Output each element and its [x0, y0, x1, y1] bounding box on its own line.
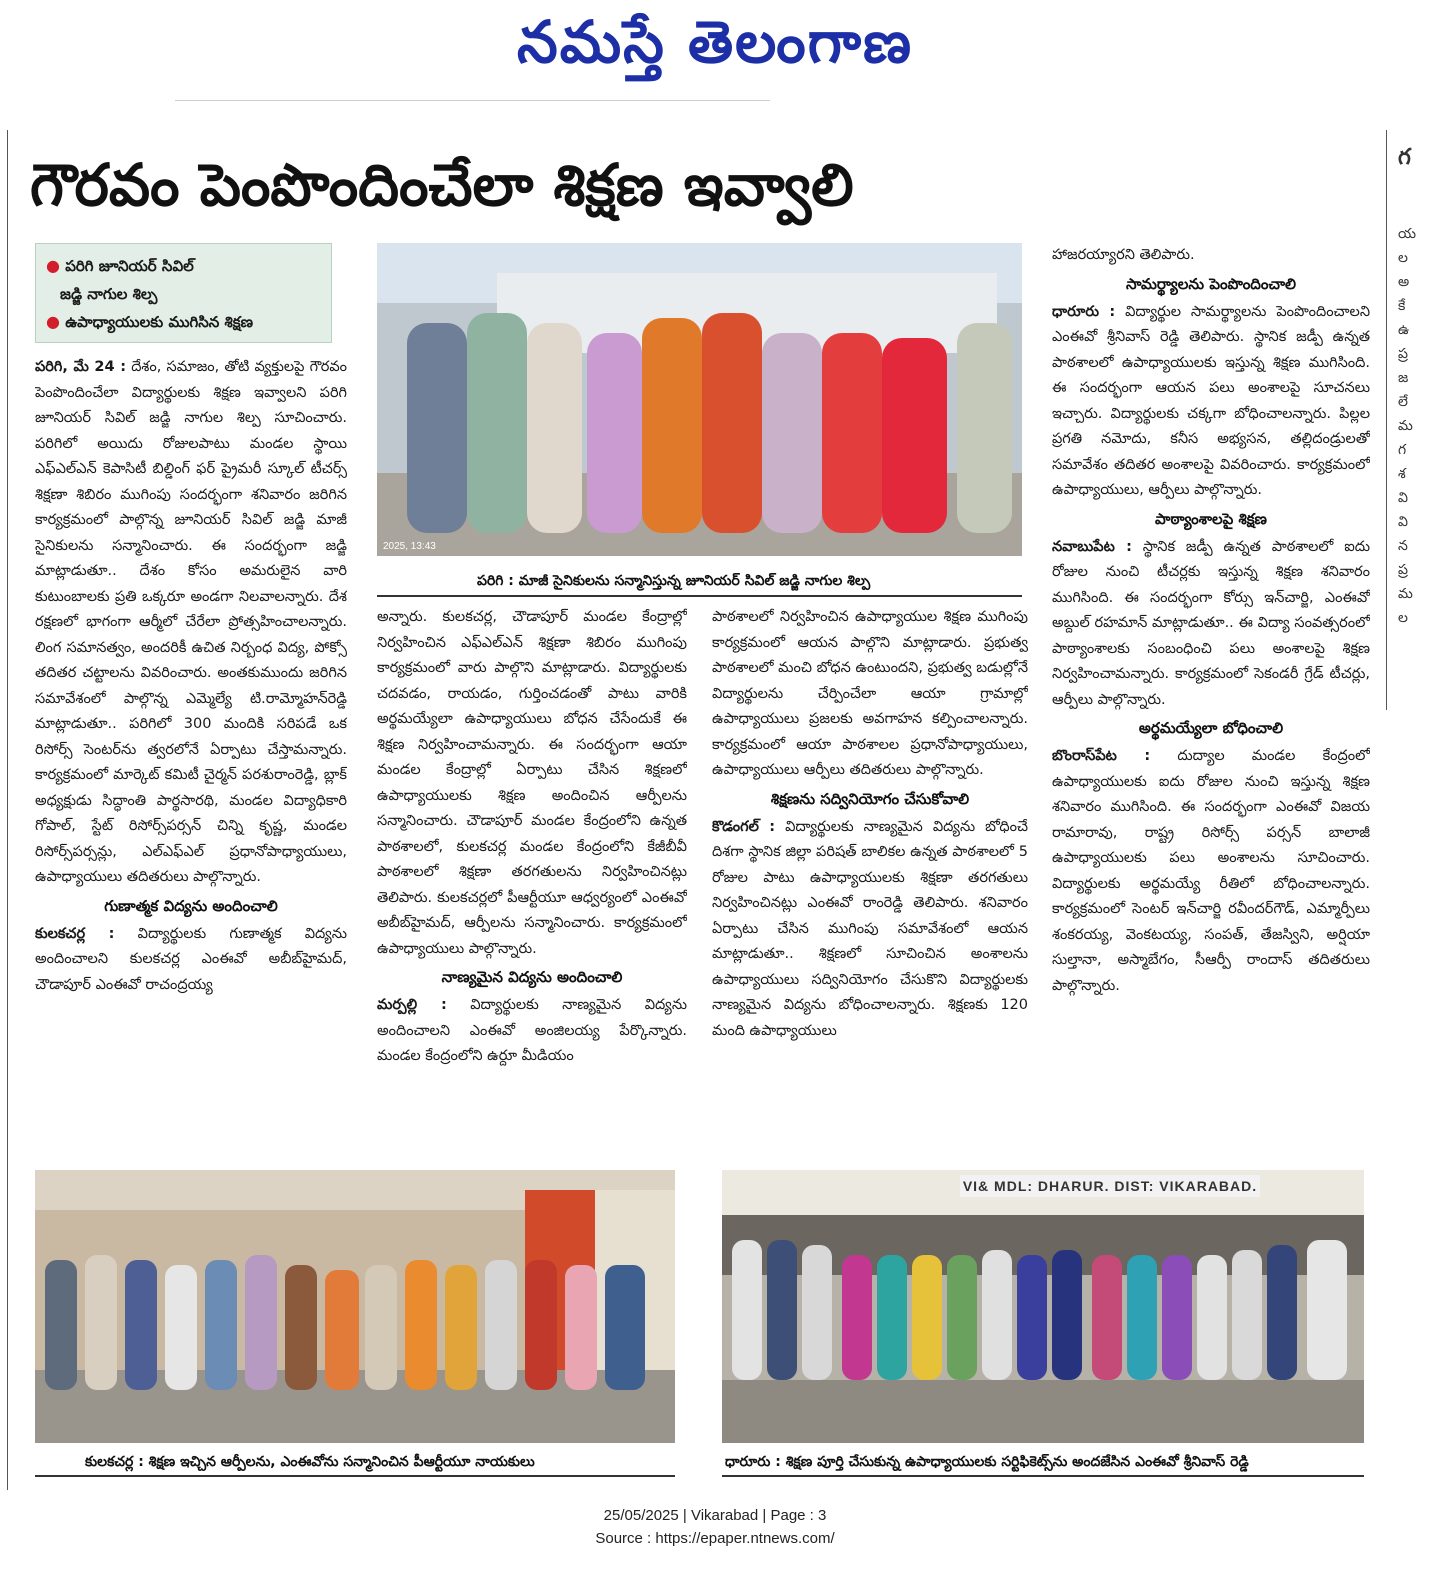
- paragraph: [712, 815, 1028, 1045]
- adjacent-line: జ: [1398, 370, 1409, 386]
- footer-date-edition: 25/05/2025 | Vikarabad | Page : 3: [603, 1507, 827, 1524]
- dateline: ధారూరు :: [1052, 303, 1116, 320]
- masthead-logo: నమస్తే తెలంగాణ: [517, 8, 913, 76]
- photo-dharur-certificates: [722, 1170, 1364, 1443]
- adjacent-line: వి: [1398, 490, 1408, 506]
- body-text: విద్యార్థులకు నాణ్యమైన విద్యను బోధించే దిశగా స్థానిక జిల్లా పరిషత్ బాలికల ఉన్నత పాఠశాలలో 5 రోజుల పాటు ఉపాధ్యాయులకు శిక్షణా తరగతులు నిర్వహించినట్లు ఎంఈవో రాంరెడ్డి తెలిపారు. శనివారం ఏర్పాటు చేసిన ముగింపు సమావేశంలో ఆయన మాట్లాడుతూ.. శిక్షణలో సూచించిన అంశాలను ఉపాధ్యాయులు సద్వినియోగం చేసుకొని విద్యార్థులకు నాణ్యమైన విద్యను బోధించాలన్నారు. శిక్షణకు 120 మంది ఉపాధ్యాయులు: [712, 818, 1028, 1039]
- adjacent-line: ప్ర: [1398, 346, 1408, 362]
- adjacent-line: య: [1398, 226, 1417, 242]
- body-text: దుద్యాల మండల కేంద్రంలో ఉపాధ్యాయులకు ఐదు రోజుల నుంచి ఇస్తున్న శిక్షణ శనివారం ముగిసింది. ఈ సందర్భంగా ఎంఈవో విజయ రామారావు, రాష్ట్ర రిసోర్స్ పర్సన్ బాలాజీ ఉపాధ్యాయులకు పలు అంశాలను సూచించారు. విద్యార్థులకు అర్థమయ్యే రీతిలో బోధించాలన్నారు. కార్యక్రమంలో సెంటర్ ఇన్‌చార్జి రవీందర్‌గౌడ్, ఎమ్మార్పీలు శంకరయ్య, వెంకటయ్య, సంపత్, తేజస్విని, అర్షియా సుల్తానా, అస్మాబేగం, సీఆర్పీ రాందాస్ తదితరులు పాల్గొన్నారు.: [1052, 748, 1370, 994]
- footer-source: Source : https://epaper.ntnews.com/: [595, 1530, 835, 1547]
- subheading: నాణ్యమైన విద్యను అందించాలి: [441, 968, 623, 986]
- paragraph: [35, 922, 347, 999]
- adjacent-line: శ: [1398, 466, 1406, 482]
- paragraph: [377, 993, 687, 1070]
- subheading: పాఠ్యాంశాలపై శిక్షణ: [1155, 509, 1267, 528]
- subheading: గుణాత్మక విద్యను అందించాలి: [104, 896, 278, 915]
- dateline: నవాబుపేట :: [1052, 538, 1132, 555]
- photo-illustration: [722, 1170, 1364, 1443]
- caption-rule: [722, 1475, 1364, 1477]
- photo-caption-bottom-left: కులకచర్ల : శిక్షణ ఇచ్చిన ఆర్పీలను, ఎంఈవోను సన్మానించిన పీఆర్టీయూ నాయకులు: [85, 1454, 535, 1470]
- photo-illustration: [377, 243, 1022, 556]
- dateline: మర్పల్లి :: [377, 997, 447, 1013]
- caption-rule: [35, 1475, 675, 1477]
- article-column-2: [377, 605, 687, 1160]
- highlight-text: ఉపాధ్యాయులకు ముగిసిన శిక్షణ: [65, 313, 254, 331]
- dateline: పరిగి, మే 24 :: [35, 359, 127, 375]
- highlight-text: పరిగి జూనియర్ సివిల్: [65, 257, 194, 275]
- body-text: దేశం, సమాజం, తోటి వ్యక్తులపై గౌరవం పెంపొందించేలా విద్యార్థులకు శిక్షణ ఇవ్వాలని పరిగి జూనియర్ సివిల్ జడ్జి నాగుల శిల్ప సూచించారు. పరిగిలో అయిదు రోజులపాటు మండల స్థాయి ఎఫ్ఎల్ఎన్ కెపాసిటీ బిల్డింగ్ ఫర్ ప్రైమరీ స్కూల్ టీచర్స్ శిక్షణా శిబిరం ముగింపు సందర్భంగా శనివారం జరిగిన కార్యక్రమంలో పాల్గొన్న జూనియర్ సివిల్ జడ్జి మాజీ సైనికులను సన్మానించారు. ఈ సందర్భంగా జడ్జి మాట్లాడుతూ.. దేశం కోసం అమరులైన వారి కుటుంబాలకు ప్రతి ఒక్కరూ అండగా నిలవాలన్నారు. దేశ రక్షణలో భాగంగా ఆర్మీలో చేరేలా ప్రోత్సహించాలన్నారు. లింగ సమానత్వం, అందరికీ ఉచిత నిర్బంధ విద్య, పోక్సో తదితర చట్టాలను వివరించారు. అంతకుముందు జరిగిన సమావేశంలో పాల్గొన్న ఎమ్మెల్యే టి.రామ్మోహన్‌రెడ్డి మాట్లాడుతూ.. పరిగిలో 300 మందికి సరిపడే ఒక రిసోర్స్ సెంటర్‌ను త్వరలోనే ఏర్పాటు చేస్తామన్నారు. కార్యక్రమంలో మార్కెట్ కమిటీ చైర్మన్ పరశురాంరెడ్డి, బ్లాక్ అధ్యక్షుడు సిద్ధాంతి పార్థసారథి, మండల విద్యాధికారి గోపాల్, స్టేట్ రిసోర్స్‌పర్సన్ చిన్ని కృష్ణ, మండల రిసోర్స్‌పర్సన్లు, ఎల్ఎఫ్ఎల్ ప్రధానోపాధ్యాయులు, ఉపాధ్యాయులు తదితరులు పాల్గొన్నారు.: [35, 359, 347, 885]
- bullet-icon: ●: [46, 256, 60, 275]
- dateline: బొంరాస్‌పేట :: [1052, 748, 1151, 764]
- adjacent-line: అ: [1398, 274, 1410, 290]
- photo-kulakacharla-group: [35, 1170, 675, 1443]
- article-column-4: [1052, 243, 1370, 1160]
- adjacent-line: గ: [1398, 442, 1407, 458]
- photo-illustration: [35, 1170, 675, 1443]
- caption-rule: [377, 595, 1022, 597]
- paragraph: [1052, 300, 1370, 504]
- adjacent-line: కే: [1398, 298, 1406, 314]
- bullet-icon: ●: [46, 312, 60, 331]
- adjacent-line: ల: [1398, 610, 1408, 626]
- school-sign: VI& MDL: DHARUR. DIST: VIKARABAD.: [960, 1175, 1260, 1197]
- adjacent-line: న: [1398, 538, 1408, 554]
- adjacent-line: వి: [1398, 514, 1408, 530]
- highlights-box: [35, 243, 332, 343]
- dateline: కొడంగల్ :: [712, 818, 776, 835]
- subheading: అర్థమయ్యేలా బోధించాలి: [1138, 719, 1284, 737]
- body-text: విద్యార్థుల సామర్థ్యాలను పెంపొందించాలని ఎంఈవో శ్రీనివాస్ రెడ్డి తెలిపారు. స్థానిక జడ్పీ ఉన్నత పాఠశాలలో ఉపాధ్యాయులకు ఇస్తున్న శిక్షణ ముగిసింది. ఈ సందర్భంగా ఆయన పలు అంశాలపై సూచనలు ఇచ్చారు. విద్యార్థులకు చక్కగా బోధించాలన్నారు. పిల్లల ప్రగతి నమోదు, కనీస అభ్యసన, తల్లిదండ్రులతో సమావేశం తదితర అంశాలపై వివరించారు. కార్యక్రమంలో ఉపాధ్యాయులు, ఆర్పీలు పాల్గొన్నారు.: [1052, 303, 1370, 498]
- adjacent-line: ల: [1398, 250, 1408, 266]
- body-text: స్థానిక జడ్పీ ఉన్నత పాఠశాలలో ఐదు రోజుల నుంచి టీచర్లకు ఇస్తున్న శిక్షణ శనివారం ముగిసింది. ఈ సందర్భంగా కోర్సు ఇన్‌చార్జి, ఎంఈవో అబ్దుల్ రహమాన్ మాట్లాడుతూ.. ఈ విద్యా సంవత్సరంలో పాఠ్యాంశాలకు సంబంధించి పలు అంశాలపై శిక్షణ నిర్వహించామన్నారు. కార్యక్రమంలో సెకండరీ గ్రేడ్ టీచర్లు, ఆర్పీలు పాల్గొన్నారు.: [1052, 538, 1370, 708]
- dateline: కులకచర్ల :: [35, 925, 115, 942]
- adjacent-line: మ: [1398, 586, 1413, 602]
- adjacent-article-text: [1398, 222, 1428, 712]
- adjacent-line: మ: [1398, 418, 1413, 434]
- subheading: సామర్థ్యాలను పెంపొందించాలి: [1125, 274, 1297, 293]
- paragraph: పాఠశాలలో నిర్వహించిన ఉపాధ్యాయుల శిక్షణ ముగింపు కార్యక్రమంలో ఆయన పాల్గొని మాట్లాడారు. ప్రభుత్వ పాఠశాలలో మంచి బోధన ఉంటుందని, ప్రభుత్వ బడుల్లోనే విద్యార్థులను చేర్పించేలా ఆయా గ్రామాల్లో ఉపాధ్యాయులు ప్రజలకు అవగాహన కల్పించాలన్నారు. కార్యక్రమంలో ఆయా పాఠశాలల ప్రధానోపాధ్యాయులు, ఉపాధ్యాయులు ఆర్పీలు తదితరులు పాల్గొన్నారు.: [712, 609, 1028, 778]
- paragraph: [35, 355, 347, 891]
- adjacent-line: ప్ర: [1398, 562, 1408, 578]
- masthead-divider: [175, 100, 770, 101]
- paragraph: అన్నారు. కులకచర్ల, చౌడాపూర్ మండల కేంద్రాల్లో నిర్వహించిన ఎఫ్ఎల్ఎన్ శిక్షణా శిబిరం ముగింపు కార్యక్రమంలో వారు పాల్గొని మాట్లాడారు. విద్యార్థులకు చదవడం, రాయడం, గుర్తించడంతో పాటు వారికి అర్థమయ్యేలా ఉపాధ్యాయులు బోధన చేసేందుకే ఈ శిక్షణ నిర్వహించామన్నారు. ఈ సందర్భంగా ఆయా మండల కేంద్రాల్లో ఏర్పాటు చేసిన శిక్షణలో ఉపాధ్యాయులకు శిక్షణ అందించిన ఆర్పీలను సన్మానించారు. చౌడాపూర్ మండల కేంద్రంలోని ఉన్నత పాఠశాలలో, కులకచర్ల మండల కేంద్రంలోని కేజీబీవీ పాఠశాలలో శిక్షణా తరగతులను నిర్వహించినట్లు తెలిపారు. కులకచర్లలో పీఆర్టీయూ ఆధ్వర్యంలో ఎంఈవో అబీబ్‌హైమద్, ఆర్పీలను సన్మానించారు. కార్యక్రమంలో ఉపాధ్యాయులు పాల్గొన్నారు.: [377, 609, 687, 957]
- body-text: విద్యార్థులకు నాణ్యమైన విద్యను అందించాలని ఎంఈవో అంజిలయ్య పేర్కొన్నారు. మండల కేంద్రంలోని ఉర్దూ మీడియం: [377, 997, 687, 1064]
- highlight-text: జడ్జి నాగుల శిల్ప: [60, 285, 158, 303]
- paragraph: [1052, 535, 1370, 714]
- photo-caption-bottom-right: ధారూరు : శిక్షణ పూర్తి చేసుకున్న ఉపాధ్యాయులకు సర్టిఫికెట్స్‌ను అందజేసిన ఎంఈవో శ్రీనివాస్ రెడ్డి: [725, 1454, 1249, 1470]
- adjacent-article-heading: గ: [1398, 145, 1411, 170]
- adjacent-line: ఉ: [1398, 322, 1410, 338]
- photo-caption-top: పరిగి : మాజీ సైనికులను సన్మానిస్తున్న జూనియర్ సివిల్ జడ్జి నాగుల శిల్ప: [477, 573, 871, 589]
- paragraph: [1052, 744, 1370, 999]
- highlight-item: [46, 308, 321, 336]
- column-rule-left: [7, 130, 8, 1490]
- article-column-3: [712, 605, 1028, 1160]
- subheading: శిక్షణను సద్వినియోగం చేసుకోవాలి: [770, 789, 970, 808]
- adjacent-line: లే: [1398, 394, 1408, 410]
- highlight-item: [46, 252, 321, 280]
- photo-judge-felicitation: [377, 243, 1022, 556]
- column-rule-right: [1386, 130, 1387, 710]
- paragraph: హాజరయ్యారని తెలిపారు.: [1052, 247, 1195, 263]
- body-text: విద్యార్థులకు గుణాత్మక విద్యను అందించాలని కులకచర్ల ఎంఈవో అబీబ్‌హైమద్, చౌడాపూర్ ఎంఈవో రాచంద్రయ్య: [35, 925, 347, 993]
- photo-timestamp: 2025, 13:43: [383, 541, 436, 552]
- article-column-1: [35, 355, 347, 1160]
- headline: గౌరవం పెంపొందించేలా శిక్షణ ఇవ్వాలి: [30, 151, 854, 219]
